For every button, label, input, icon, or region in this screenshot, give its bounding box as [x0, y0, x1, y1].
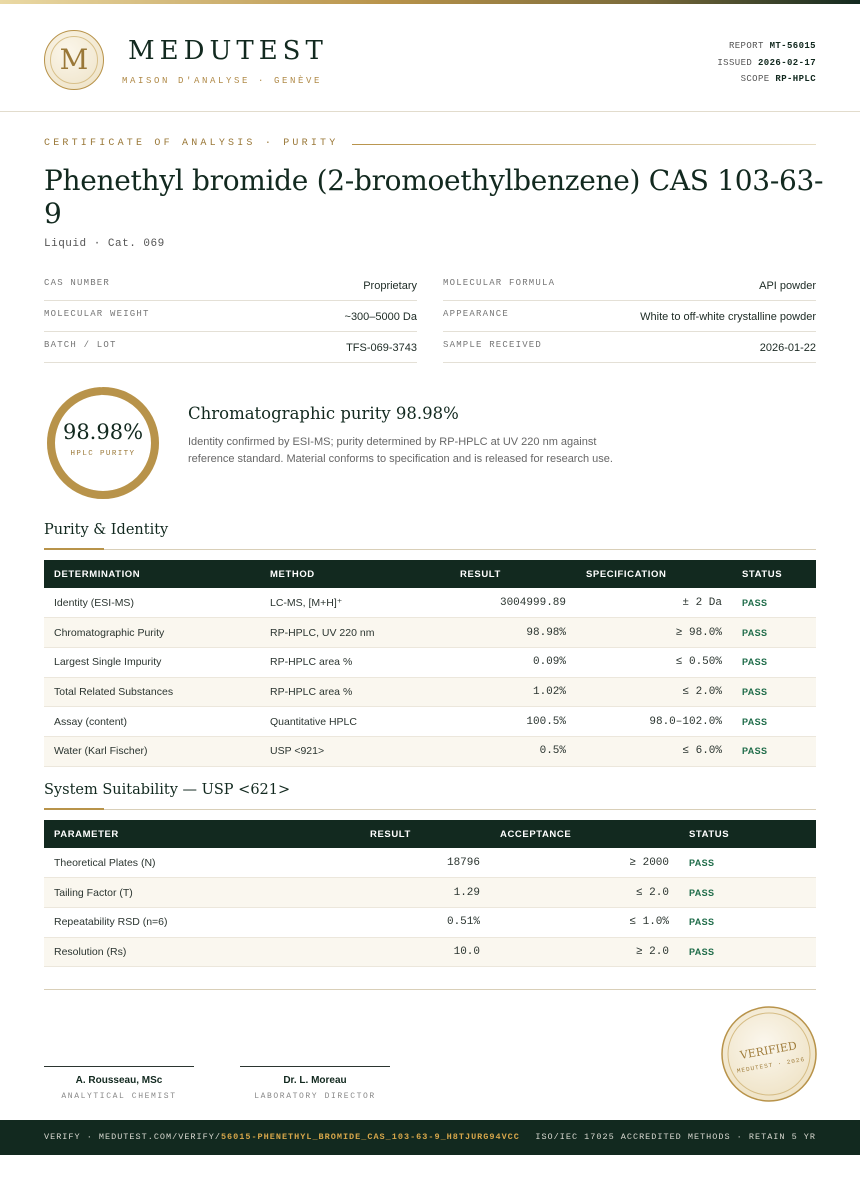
section-rule: [44, 809, 816, 810]
meta-report: REPORT MT-56015: [728, 41, 816, 51]
table-row: Tailing Factor (T) 1.29 ≤ 2.0 PASS: [44, 878, 816, 908]
purity-table: [44, 560, 816, 767]
accreditation-note: ISO/IEC 17025 ACCREDITED METHODS · RETAIN 5 YR: [535, 1132, 816, 1142]
summary-title: Chromatographic purity 98.98%: [188, 404, 459, 423]
section-accent: [44, 808, 104, 810]
gauge-value: 98.98%: [62, 420, 144, 444]
meta-scope: SCOPE RP-HPLC: [740, 74, 816, 84]
eyebrow-text: CERTIFICATE OF ANALYSIS · PURITY: [44, 138, 339, 149]
verify-link[interactable]: 56015-PHENETHYL_BROMIDE_CAS_103-63-9_H8TJURG94VCC: [220, 1132, 520, 1142]
table-header-row: [44, 560, 816, 588]
signature-director: [240, 1066, 390, 1101]
summary-text: Identity confirmed by ESI-MS; purity determined by RP-HPLC at UV 220 nm against reference standard. Material conforms to specification and is released for research use.: [188, 436, 613, 465]
status-badge: PASS: [732, 647, 816, 677]
brand-name: MEDUTEST: [128, 36, 328, 66]
status-badge: PASS: [732, 618, 816, 648]
table-row: Theoretical Plates (N) 18796 ≥ 2000 PASS: [44, 848, 816, 878]
verified-seal: [720, 1005, 818, 1103]
gauge-label: HPLC PURITY: [70, 450, 136, 458]
verification-footer: [0, 1120, 860, 1155]
table-row: Identity (ESI-MS) LC-MS, [M+H]⁺ 3004999.89 ± 2 Da PASS: [44, 588, 816, 618]
signatory-name: Dr. L. Moreau: [283, 1075, 347, 1086]
seal-sub-text: MEDUTEST · 2026: [736, 1055, 806, 1075]
property-row: APPEARANCE White to off-white crystalline powder: [443, 301, 816, 332]
report-header: [0, 4, 860, 112]
certificate-eyebrow: [44, 138, 816, 152]
report-meta: [717, 38, 816, 88]
status-badge: PASS: [679, 878, 816, 908]
signature-analyst: [44, 1066, 194, 1101]
status-badge: PASS: [732, 707, 816, 737]
meta-issued: ISSUED 2026-02-17: [717, 57, 816, 68]
column-header: ACCEPTANCE: [500, 828, 572, 840]
property-row: MOLECULAR FORMULA API powder: [443, 270, 816, 301]
status-badge: PASS: [679, 907, 816, 937]
status-badge: PASS: [679, 937, 816, 967]
status-badge: PASS: [732, 736, 816, 766]
product-title: Phenethyl bromide (2-bromoethylbenzene) CAS 103-63-9: [44, 164, 824, 230]
status-badge: PASS: [679, 848, 816, 878]
signatory-role: ANALYTICAL CHEMIST: [61, 1092, 177, 1101]
seal-main-text: VERIFIED: [738, 1039, 798, 1062]
column-header: STATUS: [742, 568, 783, 580]
signatory-role: LABORATORY DIRECTOR: [254, 1092, 376, 1101]
properties-left: [44, 270, 417, 363]
status-badge: PASS: [732, 588, 816, 618]
table-row: Chromatographic Purity RP-HPLC, UV 220 nm 98.98% ≥ 98.0% PASS: [44, 618, 816, 648]
column-header: METHOD: [270, 568, 315, 580]
column-header: PARAMETER: [54, 828, 119, 840]
verify-line: VERIFY · MEDUTEST.COM/VERIFY/56015-PHENETHYL_BROMIDE_CAS_103-63-9_H8TJURG94VCC: [44, 1132, 520, 1142]
brand-tagline: MAISON D'ANALYSE · GENÈVE: [122, 76, 323, 86]
section-title-purity: Purity & Identity: [44, 522, 169, 538]
property-row: BATCH / LOT TFS-069-3743: [44, 332, 417, 363]
product-subtitle: Liquid · Cat. 069: [44, 238, 165, 250]
column-header: DETERMINATION: [54, 568, 141, 580]
signatory-name: A. Rousseau, MSc: [75, 1075, 163, 1086]
section-title-suitability: System Suitability — USP <621>: [44, 782, 291, 798]
property-row: MOLECULAR WEIGHT ~300–5000 Da: [44, 301, 417, 332]
table-row: Largest Single Impurity RP-HPLC area % 0.09% ≤ 0.50% PASS: [44, 647, 816, 677]
status-badge: PASS: [732, 677, 816, 707]
column-header: RESULT: [370, 828, 411, 840]
table-row: Assay (content) Quantitative HPLC 100.5% 98.0–102.0% PASS: [44, 707, 816, 737]
property-row: CAS NUMBER Proprietary: [44, 270, 417, 301]
column-header: SPECIFICATION: [586, 568, 667, 580]
content-end-rule: [44, 989, 816, 990]
table-row: Total Related Substances RP-HPLC area % 1.02% ≤ 2.0% PASS: [44, 677, 816, 707]
table-row: Repeatability RSD (n=6) 0.51% ≤ 1.0% PASS: [44, 907, 816, 937]
section-accent: [44, 548, 104, 550]
section-rule: [44, 549, 816, 550]
eyebrow-rule: [352, 144, 816, 145]
logo-letter: M: [59, 43, 89, 76]
brand-logo: [44, 30, 104, 90]
suitability-table: [44, 820, 816, 967]
table-row: Resolution (Rs) 10.0 ≥ 2.0 PASS: [44, 937, 816, 967]
table-row: Water (Karl Fischer) USP <921> 0.5% ≤ 6.0% PASS: [44, 736, 816, 766]
column-header: RESULT: [460, 568, 501, 580]
properties-right: [443, 270, 816, 363]
column-header: STATUS: [689, 828, 730, 840]
property-row: SAMPLE RECEIVED 2026-01-22: [443, 332, 816, 363]
table-header-row: [44, 820, 816, 848]
